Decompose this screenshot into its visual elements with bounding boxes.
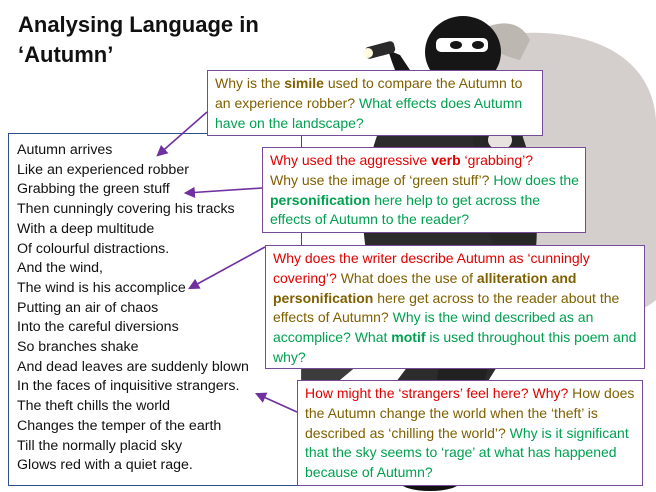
poem-line: The wind is his accomplice xyxy=(17,279,186,296)
keyword-personification: personification xyxy=(270,191,371,208)
poem-line: Like an experienced robber xyxy=(17,161,189,178)
poem-line: Till the normally placid sky xyxy=(17,437,183,454)
poem-line: Into the careful diversions xyxy=(17,319,179,336)
question-text: here get across to the reader about the effects of Autumn? xyxy=(273,289,620,326)
question-text: Why is the xyxy=(215,75,285,91)
question-box-verb xyxy=(262,147,586,233)
poem-line: The theft chills the world xyxy=(17,398,170,415)
poem-line: Glows red with a quiet rage. xyxy=(17,457,193,474)
keyword-simile: simile xyxy=(284,75,324,91)
question-text: used to compare the Autumn to an experience robber? xyxy=(215,75,523,111)
poem-line: So branches shake xyxy=(17,339,139,356)
poem-line: And the wind, xyxy=(17,260,103,277)
poem-line: And dead leaves are suddenly blown xyxy=(17,358,249,375)
page-title: Analysing Language in ‘Autumn’ xyxy=(18,12,259,67)
question-text: Why use the image of ‘green stuff’? xyxy=(270,171,494,188)
question-text: Why is the wind described as an accomplice? What xyxy=(273,309,594,346)
question-box-alliteration xyxy=(265,245,645,369)
question-text: How does the Autumn change the world when the ‘theft’ is described as ‘chilling the world’? xyxy=(305,385,635,441)
keyword-motif: motif xyxy=(391,329,426,346)
question-text: What does the use of xyxy=(340,269,477,286)
poem-line: Then cunningly covering his tracks xyxy=(17,201,235,218)
question-text: How does the xyxy=(493,171,579,188)
question-text: Why used the aggressive xyxy=(270,152,432,168)
question-text: here help to get across the effects of Autumn to the reader? xyxy=(270,191,541,228)
poem-line: Changes the temper of the earth xyxy=(17,417,222,434)
poem-line: Autumn arrives xyxy=(17,142,113,158)
poem-line: In the faces of inquisitive strangers. xyxy=(17,378,240,395)
poem-line: Putting an air of chaos xyxy=(17,299,159,316)
question-text: What effects does Autumn have on the landscape? xyxy=(215,94,523,131)
question-text: is used throughout this poem and why? xyxy=(273,329,637,365)
poem-line: Of colourful distractions. xyxy=(17,240,170,257)
question-text: Why is it significant that the sky seems to ‘rage’ at what has happened because of Autumn? xyxy=(305,424,629,481)
poem-line: Grabbing the green stuff xyxy=(17,181,170,198)
question-text: How might the ‘strangers’ feel here? Why? xyxy=(305,385,573,401)
keyword-verb: verb xyxy=(431,152,461,168)
question-box-simile xyxy=(207,70,543,136)
question-text: Why does the writer describe Autumn as ‘cunningly covering’? xyxy=(273,250,590,286)
question-text: ‘grabbing’? xyxy=(460,152,534,168)
keyword-alliteration-personification: alliteration and personification xyxy=(273,269,577,306)
question-box-strangers xyxy=(297,380,643,486)
poem-line: With a deep multitude xyxy=(17,220,155,237)
poem-box xyxy=(8,133,302,486)
